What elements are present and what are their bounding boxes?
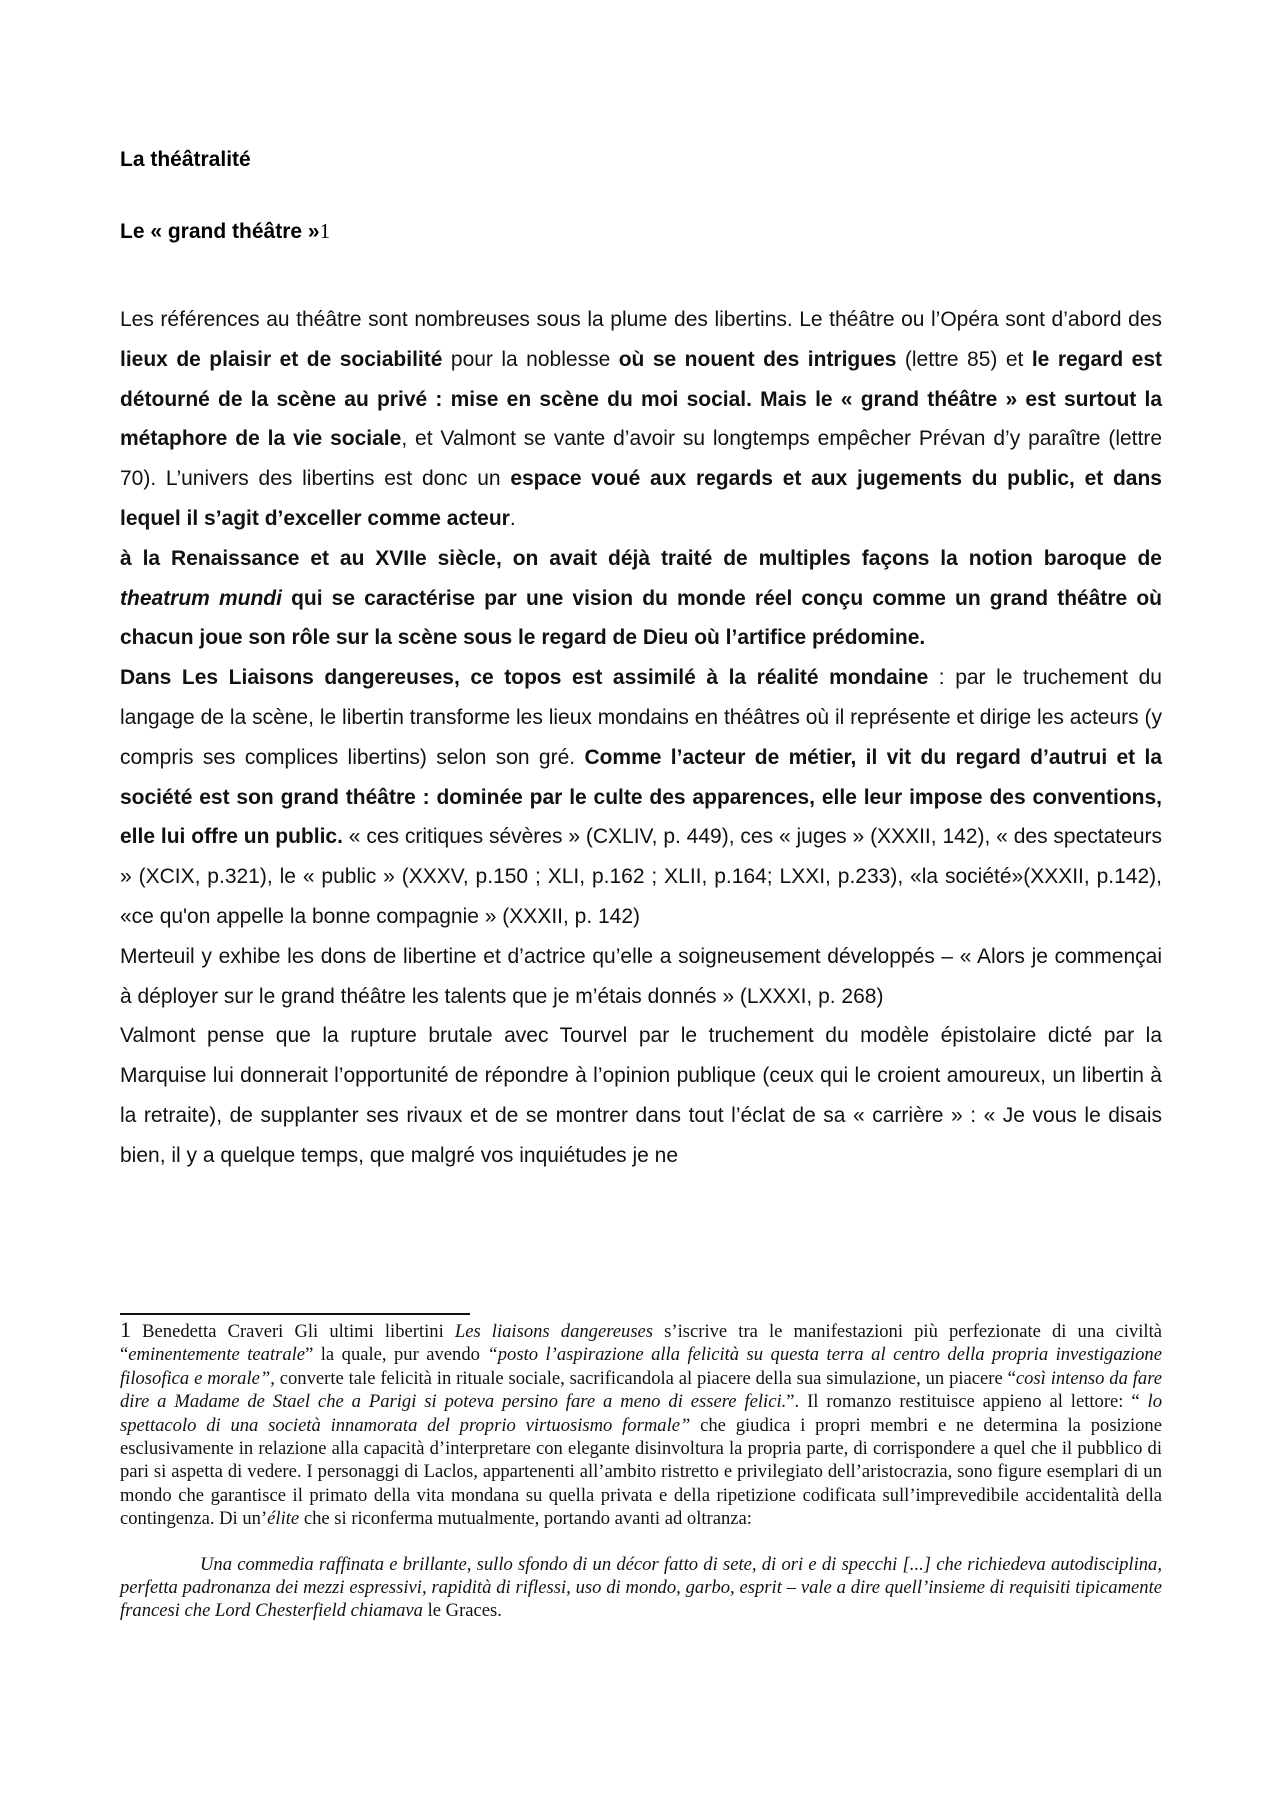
text-run: , et Valmont se vante d’avoir su longtemps empêcher Prévan d’y paraître (lettre 70). L’univers des libertins est donc un	[120, 427, 1163, 491]
text-run: ” la quale, pur avendo	[305, 1344, 488, 1366]
footnote-quote	[120, 1553, 1162, 1623]
bold-run: à la Renaissance et au XVIIe siècle, on avait déjà traité de multiples façons la notion baroque de	[120, 546, 1162, 570]
italic-run: élite	[267, 1508, 300, 1530]
italic-run: lo spettacolo di una società innamorata del proprio virtuosismo formale”	[120, 1391, 1162, 1436]
text-run: le Graces.	[422, 1600, 502, 1622]
paragraph-1	[120, 300, 1162, 539]
page-title: La théâtralité	[120, 148, 251, 171]
text-run: che si riconferma mutualmente, portando avanti ad oltranza:	[299, 1508, 752, 1530]
bold-run: qui se caractérise par une vision du monde réel conçu comme un grand théâtre où chacun joue son rôle sur la scène sous le regard de Dieu où l’artifice prédomine.	[120, 586, 1162, 650]
footnote-1	[120, 1318, 1162, 1531]
section-heading-text: Le « grand théâtre »	[120, 220, 320, 243]
text-run: Benedetta Craveri Gli ultimi libertini	[131, 1321, 455, 1342]
paragraph-4: Merteuil y exhibe les dons de libertine et d’actrice qu’elle a soigneusement développés – « Alors je commençai à déployer sur le grand théâtre les talents que je m’étais donnés » (LXXXI, p. 268)	[120, 944, 1162, 1008]
italic-run: così intenso da fare dire a Madame de Stael che a Parigi si poteva persino fare a meno di essere felici.	[120, 1367, 1162, 1413]
text-run: pour la noblesse	[442, 347, 619, 371]
italic-run: Les liaisons dangereuses	[454, 1321, 654, 1342]
text-run: Les références au théâtre sont nombreuses sous la plume des libertins. Le théâtre ou l’Opéra sont d’abord des	[120, 308, 1162, 331]
text-run: .	[509, 506, 516, 530]
text-run: che giudica i propri membri e ne determina la posizione esclusivamente in relazione alla capacità d’interpretare con elegante disinvoltura la propria parte, di corrispondere a quel che il pubblico di pari si aspetta di vedere. I personaggi di Laclos, appartenenti all’ambito ristretto e privilegiato dell’aristocrazia, sono figure esemplari di un mondo che garantisce il primato della vita mondana su quella privata e della ripetizione codificata sull’imprevedibile accidentalità della contingenza. Di un’	[120, 1414, 1162, 1530]
italic-run: Una commedia raffinata e brillante, sullo sfondo di un décor fatto di sete, di ori e di specchi [...] che richiedeva autodisciplina, perfetta padronanza dei mezzi espressivi, rapidità di riflessi, uso di mondo, garbo, esprit – vale a dire quell’insieme di requisiti tipicamente francesi che Lord Chesterfield chiamava	[120, 1553, 1162, 1622]
bold-italic-run: theatrum mundi	[120, 586, 282, 610]
bold-run: où se nouent des intrigues	[618, 347, 897, 371]
bold-run: espace voué aux regards et aux jugements du public, et dans lequel il s’agit d’exceller comme acteur	[120, 467, 1162, 530]
text-run: : par le truchement du langage de la scène, le libertin transforme les lieux mondains en théâtres où il représente et dirige les acteurs (y compris ses complices libertins) selon son gré.	[120, 666, 1162, 769]
text-run: « ces critiques sévères » (CXLIV, p. 449), ces « juges » (XXXII, 142), « des spectateurs » (XCIX, p.321), le « public » (XXXV, p.150 ; XLI, p.162 ; XLII, p.164; LXXI, p.233), «la société»(XXXII, p.142), «ce qu'on appelle la bonne compagnie » (XXXII, p. 142)	[120, 825, 1162, 928]
text-run: s’iscrive tra le manifestazioni più perfezionate di una civiltà “	[120, 1321, 1162, 1366]
body-text	[120, 300, 1162, 1176]
italic-run: eminentemente teatrale	[128, 1344, 306, 1366]
paragraph-5: Valmont pense que la rupture brutale avec Tourvel par le truchement du modèle épistolaire dicté par la Marquise lui donnerait l’opportunité de répondre à l’opinion publique (ceux qui le croient amoureux, un libertin à la retraite), de supplanter ses rivaux et de se montrer dans tout l’éclat de sa « carrière » : « Je vous le disais bien, il y a quelque temps, que malgré vos inquiétudes je ne	[120, 1024, 1162, 1167]
paragraph-2	[120, 539, 1162, 658]
footnote-separator	[120, 1313, 470, 1315]
text-run: , converte tale felicità in rituale sociale, sacrificandola al piacere della sua simulazione, un piacere “	[270, 1367, 1016, 1389]
bold-run: Dans Les Liaisons dangereuses, ce topos est assimilé à la réalité mondaine	[120, 666, 929, 690]
footnote-number: 1	[120, 1317, 131, 1342]
bold-run: lieux de plaisir et de sociabilité	[120, 347, 443, 371]
text-run: (lettre 85) et	[896, 347, 1032, 371]
bold-run: le regard est détourné de la scène au privé : mise en scène du moi social. Mais le « grand théâtre » est surtout la métaphore de la vie sociale	[120, 347, 1162, 451]
footnote-area	[120, 1318, 1162, 1623]
italic-run: “posto l’aspirazione alla felicità su questa terra al centro della propria investigazione filosofica e morale”	[120, 1344, 1162, 1389]
section-heading	[120, 219, 330, 244]
footnote-reference[interactable]: 1	[319, 219, 331, 243]
text-run: ”. Il romanzo restituisce appieno al lettore: “	[786, 1391, 1148, 1413]
paragraph-3	[120, 658, 1162, 937]
bold-run: Comme l’acteur de métier, il vit du regard d’autrui et la société est son grand théâtre : dominée par le culte des apparences, elle leur impose des conventions, elle lui offre un public.	[120, 745, 1162, 849]
